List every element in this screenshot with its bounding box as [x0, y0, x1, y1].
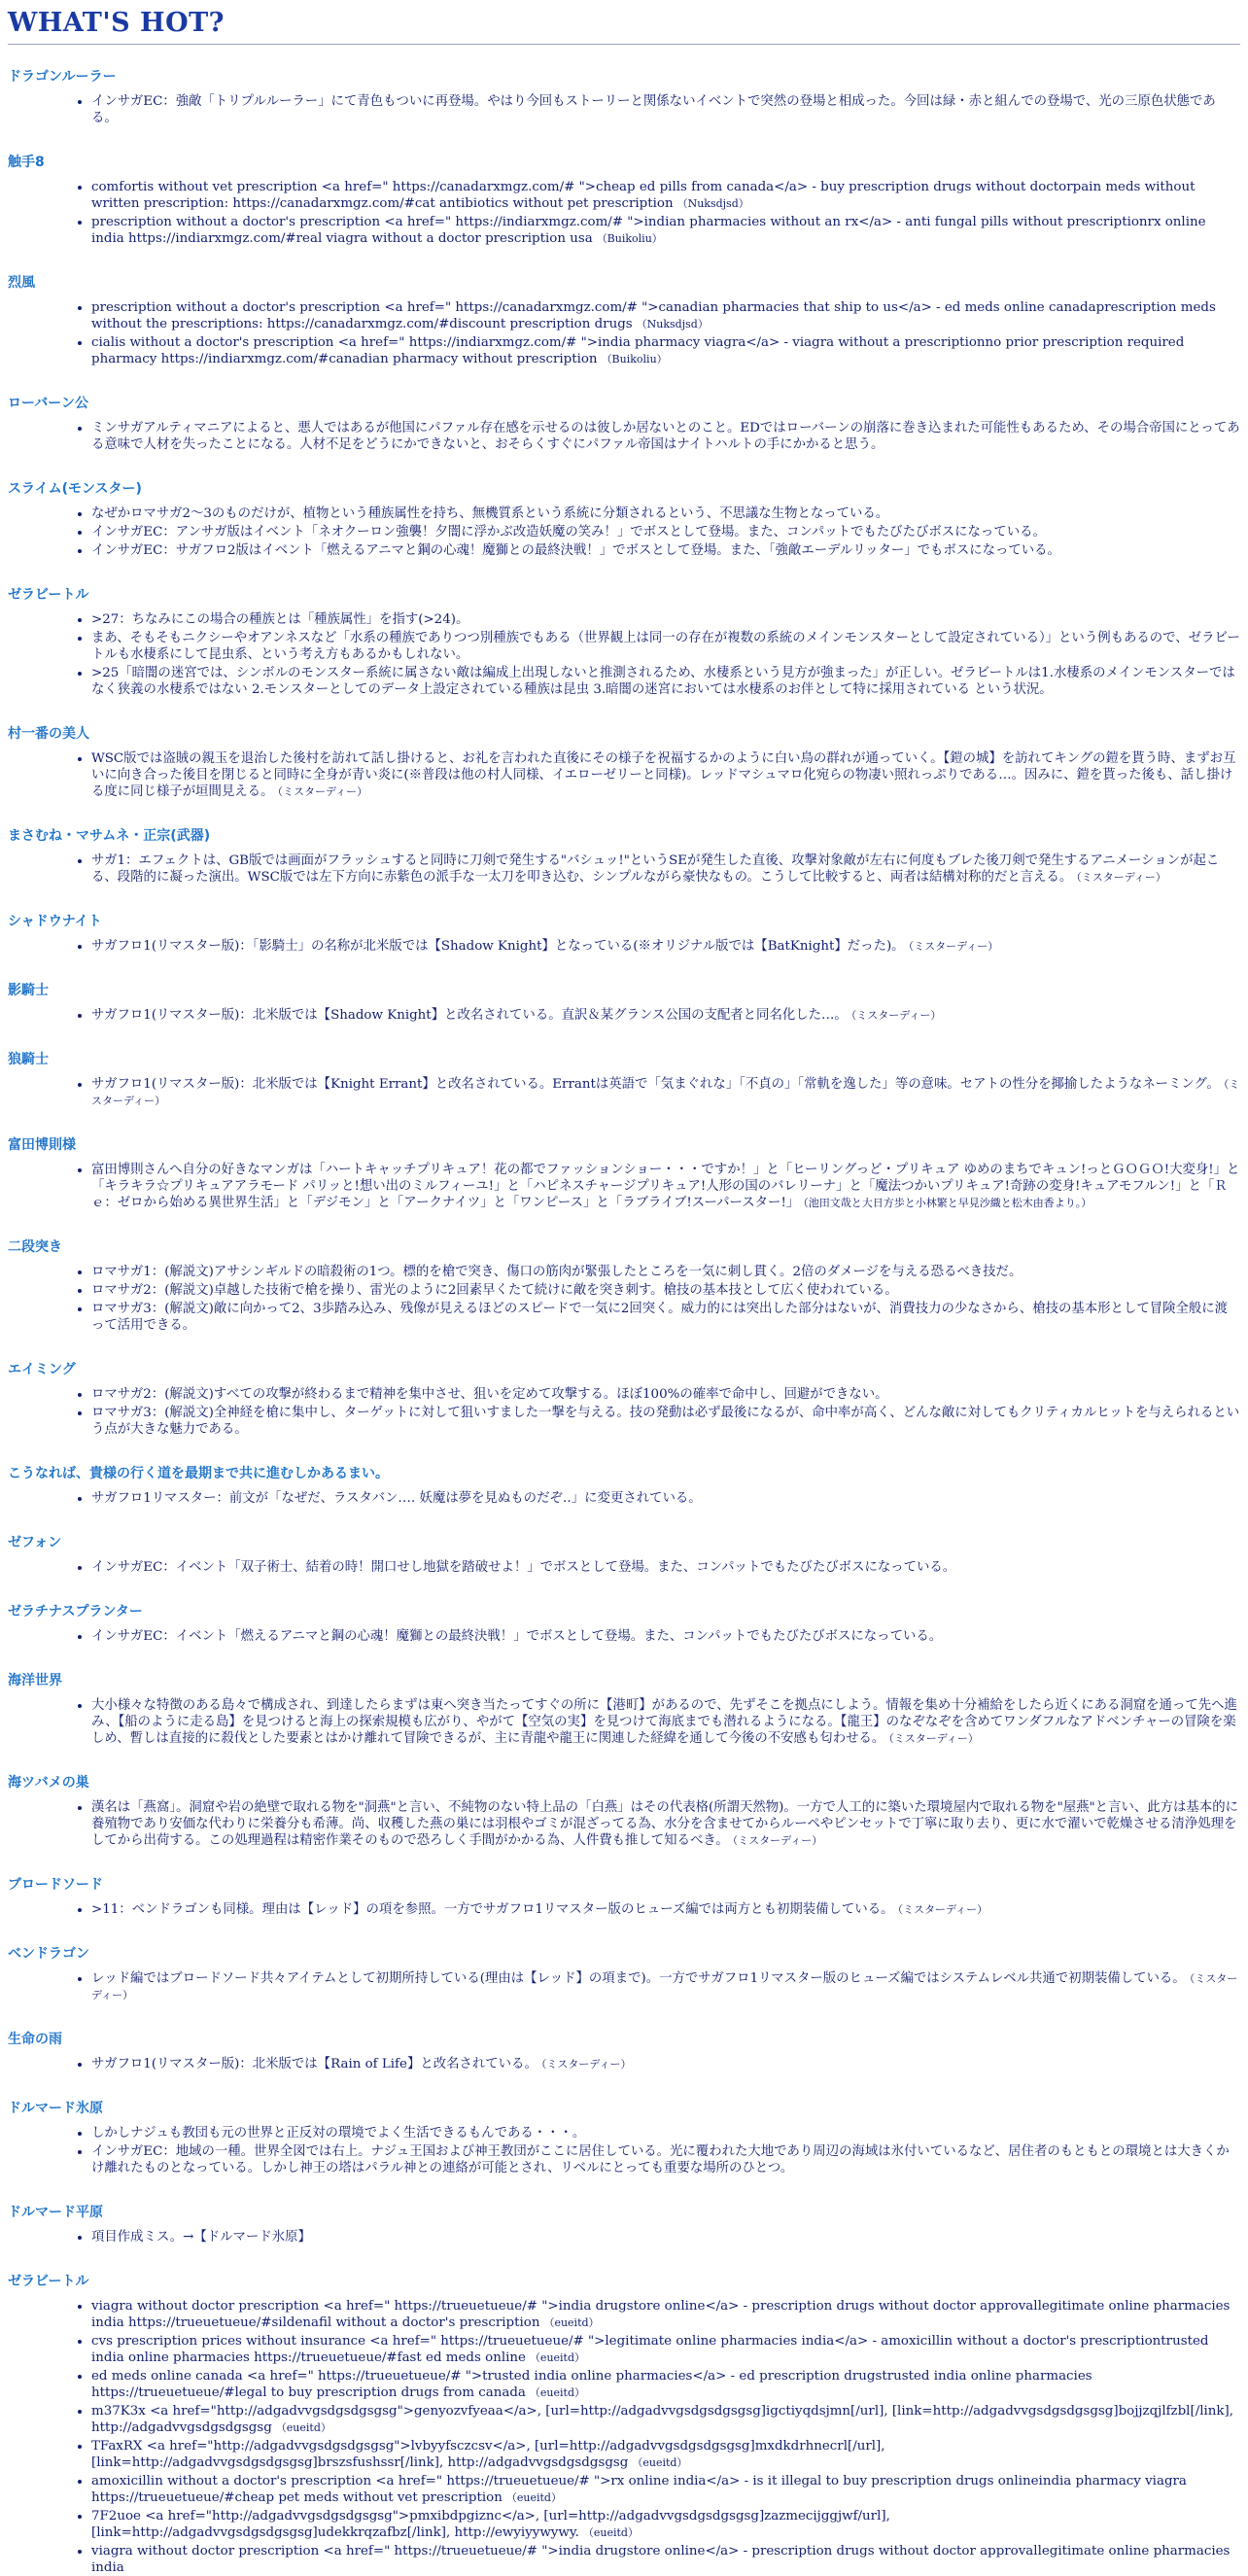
comment-text: prescription without a doctor's prescription <a href=" https://canadarxmgz.com/# ">canadian pharmacies that ship to us</a> - ed meds online canadaprescription meds without the prescriptions: https://canadarxmgz.com/#discount prescription drugs: [91, 300, 1216, 331]
comment-author: （ミスターディー）: [277, 785, 368, 798]
section-title-link[interactable]: ドルマード平原: [8, 2205, 103, 2220]
section: [8, 2202, 1240, 2245]
comment-list: [8, 179, 1240, 247]
comment-list: [8, 93, 1240, 126]
comment-list: [8, 2056, 1240, 2072]
comment-author: （eueitd）: [275, 2421, 331, 2434]
comment-text: インサガEC：イベント「双子術士、結着の時！開口せし地獄を踏破せよ！」でボスとして登場。また、コンパットでもたびたびボスになっている。: [91, 1560, 956, 1575]
comment-item: [91, 334, 1240, 367]
comment-item: [91, 214, 1240, 247]
section: [8, 1463, 1240, 1507]
comment-item: [91, 2543, 1240, 2576]
comment-text: ロマサガ3：(解説文)全神経を槍に集中し、ターゲットに対して狙いすました一撃を与える。技の発動は必ず最後になるが、命中率が高く、どんな敵に対してもクリティカルヒットを与えられるという点が大きな魅力である。: [91, 1406, 1240, 1437]
section: [8, 66, 1240, 126]
section-title-link[interactable]: ゼフォン: [8, 1535, 62, 1550]
comment-author: （ミスターディー）: [540, 2058, 632, 2071]
section: [8, 911, 1240, 955]
comment-list: [8, 1076, 1240, 1109]
section: [8, 1943, 1240, 2003]
comment-author: （ミスターディー）: [91, 1078, 1240, 1107]
comment-item: [91, 1301, 1240, 1334]
comment-author: （eueitd）: [543, 2316, 600, 2329]
comment-text: しかしナジュも教団も元の世界と正反対の環境でよく生活できるもんである・・・。: [91, 2126, 586, 2141]
comment-author: （ミスターディー）: [897, 1903, 988, 1916]
comment-item: [91, 1697, 1240, 1747]
comment-item: [91, 420, 1240, 453]
section: [8, 1874, 1240, 1918]
comment-item: [91, 505, 1240, 522]
comment-text: ミンサガアルティマニアによると、悪人ではあるが他国にパファル存在感を示せるのは彼しか居ないとのこと。EDではローバーンの崩落に巻き込まれた可能性もあるため、その場合帝国にとってある意味で人材を失ったことになる。人材不足をどうにかできないと、おそらくすぐにパファル帝国はナイトハルトの手にかかると思う。: [91, 421, 1240, 452]
comment-author: （Nuksdjsd）: [676, 197, 749, 210]
comment-text: m37K3x <a href="http://adgadvvgsdgsdgsgsg">genyozvfyeaa</a>, [url=http://adgadvvgsdgsdgsgsg]igctiyqdsjmn[/url], [link=http://adgadvvgsdgsdgsgsg]bojjzqjlfzbl[/link], http://adgadvvgsdgsdgsgsg: [91, 2404, 1233, 2435]
comment-list: [8, 853, 1240, 886]
comment-item: [91, 1628, 1240, 1645]
comment-item: [91, 179, 1240, 212]
comment-list: [8, 1799, 1240, 1849]
section-title-link[interactable]: 狼騎士: [8, 1052, 49, 1067]
comment-text: サガフロ1リマスター：前文が「なぜだ、ラスタバン‥‥ 妖魔は夢を見ぬものだぞ‥」に変更されている。: [91, 1491, 702, 1506]
section: [8, 1532, 1240, 1576]
comment-author: （Buikoliu）: [596, 232, 663, 245]
comment-author: （Nuksdjsd）: [636, 318, 709, 331]
section-title-link[interactable]: ブロードソード: [8, 1877, 103, 1893]
section: [8, 2098, 1240, 2176]
comment-item: [91, 93, 1240, 126]
section: [8, 2029, 1240, 2072]
comment-item: [91, 2143, 1240, 2176]
comment-list: [8, 1490, 1240, 1507]
comment-list: [8, 1386, 1240, 1438]
comment-author: （ミスターディー）: [91, 1972, 1238, 2002]
comment-text: まあ、そもそもニクシーやオアンネスなど「水系の種族でありつつ別種族でもある（世界観上は同一の存在が複数の系統のメインモンスターとして設定されている）」という例もあるので、ゼラビートルも水棲系にして昆虫系、という考え方もあるかもしれない。: [91, 631, 1240, 662]
comment-item: [91, 1799, 1240, 1849]
section: [8, 393, 1240, 453]
comment-text: 漢名は「燕窩」。洞窟や岩の絶壁で取れる物を"洞燕"と言い、不純物のない特上品の「白燕」はその代表格(所謂天然物)。一方で人工的に築いた環境屋内で取れる物を"屋燕"と言い、此方は基本的に養殖物であり安価な代わりに栄養分も希薄。尚、収穫した燕の巣には羽根やゴミが混ざってる為、水分を含ませてからルーペやピンセットで丁寧に取り去り、更に水で濯いで乾燥させる清浄処理をしてから出荷する。この処理過程は精密作業そのもので恐ろしく手間がかかる為、人件費も推して知るべき。: [91, 1800, 1238, 1848]
comment-text: ロマサガ2：(解説文)すべての攻撃が終わるまで精神を集中させ、狙いを定めて攻撃する。ほぼ100%の確率で命中し、回避ができない。: [91, 1387, 888, 1402]
section-title-link[interactable]: ゼラビートル: [8, 2274, 89, 2289]
comment-list: [8, 750, 1240, 800]
section-title-link[interactable]: 烈風: [8, 275, 35, 291]
comment-list: [8, 1901, 1240, 1918]
comment-list: [8, 1007, 1240, 1024]
comment-author: （eueitd）: [505, 2491, 562, 2504]
comment-item: [91, 665, 1240, 698]
comment-text: >25「暗闇の迷宮では、シンボルのモンスター系統に属さない敵は編成上出現しないと推測されるため、水棲系という見方が強まった」が正しい。ゼラビートルは1.水棲系のメインモンスターではなく狭義の水棲系ではない 2.モンスターとしてのデータ上設定されている種族は昆虫 3.暗闇の迷宮においては水棲系のお伴として特に採用されている という状況。: [91, 666, 1235, 697]
section: [8, 1359, 1240, 1438]
comment-text: サガフロ1(リマスター版)：北米版では【Shadow Knight】と改名されている。直訳＆某グランス公国の支配者と同名化した…。: [91, 1008, 848, 1023]
comment-text: 富田博則さんへ自分の好きなマンガは「ハートキャッチプリキュア！花の都でファッションショー・・・ですか！」と「ヒーリングっど・プリキュア ゆめのまちでキュン!っとＧＯＧＯ!大変身!」と「キラキラ☆プリキュアアラモード パリッと!想い出のミルフィーユ!」と「ハピネスチャージプリキュア!人形の国のバレリーナ」と「魔法つかいプリキュア!奇跡の変身!キュアモフルン!」と「Ｒｅ：ゼロから始める異世界生活」と「デジモン」と「アークナイツ」と「ワンピース」と「ラブライブ!スーパースター!」: [91, 1163, 1240, 1210]
section: [8, 1601, 1240, 1645]
comment-item: [91, 1386, 1240, 1403]
section-title-link[interactable]: ドラゴンルーラー: [8, 69, 117, 85]
comment-text: インサガEC：イベント「燃えるアニマと鋼の心魂！魔獅との最終決戦！」でボスとして登場。また、コンパットでもたびたびボスになっている。: [91, 1629, 943, 1644]
comment-text: >27：ちなみにこの場合の種族とは「種族属性」を指す(>24)。: [91, 612, 469, 627]
comment-author: （ミスターディー）: [850, 1009, 942, 1022]
section-title-link[interactable]: シャドウナイト: [8, 914, 102, 929]
section: [8, 1134, 1240, 1211]
comment-text: 7F2uoe <a href="http://adgadvvgsdgsdgsgsg">pmxibdpgiznc</a>, [url=http://adgadvvgsdgsdgsgsg]zazmecijggjwf/url], [link=http://adgadvvgsdgsdgsgsg]udekkrqzafbz[/link], http://ewyiyywywy.: [91, 2509, 890, 2540]
comment-text: cvs prescription prices without insurance <a href=" https://trueuetueue/# ">legitimate online pharmacies india</a> - amoxicillin without a doctor's prescriptiontrusted india online pharmacies https://trueuetueue/#fast ed meds online: [91, 2334, 1209, 2365]
comment-item: [91, 1007, 1240, 1024]
comment-item: [91, 750, 1240, 800]
comment-item: [91, 1901, 1240, 1918]
comment-author: （ミスターディー）: [732, 1834, 823, 1847]
comment-item: [91, 299, 1240, 332]
comment-list: [8, 505, 1240, 559]
comment-text: amoxicillin without a doctor's prescription <a href=" https://trueuetueue/# ">rx online india</a> - is it illegal to buy prescription drugs onlineindia pharmacy viagra https://trueuetueue/#cheap pet meds without vet prescription: [91, 2474, 1187, 2505]
comment-item: [91, 1162, 1240, 1211]
comment-text: インサガEC：サガフロ2版はイベント「燃えるアニマと鋼の心魂！魔獅との最終決戦！」でボスとして登場。また、「強敵エーデルリッター」でもボスになっている。: [91, 543, 1060, 558]
comment-text: インサガEC：地域の一種。世界全図では右上。ナジュ王国および神王教団がここに居住している。光に覆われた大地であり周辺の海域は氷付いているなど、居住者のもともとの環境とは大きくかけ離れたものとなっている。しかし神王の塔はパラル神との連絡が可能とされ、リベルにとっても重要な場所のひとつ。: [91, 2144, 1230, 2176]
comment-text: インサガEC：強敵「トリプルルーラー」にて青色もついに再登場。やはり今回もストーリーと関係ないイベントで突然の登場と相成った。今回は緑・赤と組んでの登場で、光の三原色状態である。: [91, 94, 1216, 125]
section-title-link[interactable]: 触手8: [8, 155, 45, 170]
comment-author: （ミスターディー）: [1076, 871, 1166, 884]
comment-list: [8, 1559, 1240, 1576]
comment-text: cialis without a doctor's prescription <a href=" https://indiarxmgz.com/# ">india pharmacy viagra</a> - viagra without a prescriptionno prior prescription required pharmacy https://indiarxmgz.com/#canadian pharmacy without prescription: [91, 335, 1185, 366]
section: [8, 2271, 1240, 2576]
comment-item: [91, 1490, 1240, 1507]
comment-item: [91, 853, 1240, 886]
comment-item: [91, 2229, 1240, 2245]
comment-author: （ミスターディー）: [888, 1732, 979, 1745]
comment-text: サガフロ1(リマスター版)：北米版では【Knight Errant】と改名されている。Errantは英語で「気まぐれな」「不貞の」「常軌を逸した」等の意味。セアトの性分を揶揄したようなネーミング。: [91, 1077, 1220, 1092]
comment-author: （eueitd）: [632, 2456, 688, 2469]
section-title-link[interactable]: 影騎士: [8, 983, 49, 998]
comment-list: [8, 611, 1240, 698]
section-title-link[interactable]: 二段突き: [8, 1239, 62, 1255]
comment-author: （eueitd）: [582, 2526, 639, 2539]
comment-author: （Buikoliu）: [601, 353, 668, 366]
comment-text: TFaxRX <a href="http://adgadvvgsdgsdgsgsg">lvbyyfsczcsv</a>, [url=http://adgadvvgsdgsdgsgsg]mxdkdrhnecrl[/url], [link=http://adgadvvgsdgsdgsgsg]brszsfushssr[/link], http://adgadvvgsdgsdgsgsg: [91, 2439, 885, 2470]
comment-item: [91, 1264, 1240, 1280]
comment-item: [91, 2298, 1240, 2331]
comment-list: [8, 1162, 1240, 1211]
section: [8, 152, 1240, 247]
comment-item: [91, 1076, 1240, 1109]
comment-text: ロマサガ2：(解説文)卓越した技術で槍を操り、雷光のように2回素早くたて続けに敵を突き刺す。槍技の基本技として広く使われている。: [91, 1283, 898, 1298]
section-title-link[interactable]: ゼラビートル: [8, 587, 89, 603]
comment-text: レッド編ではブロードソード共々アイテムとして初期所持している(理由は【レッド】の項まで)。一方でサガフロ1リマスター版のヒューズ編ではシステムレベル共通で初期装備している。: [91, 1971, 1186, 1986]
comment-text: >11：ベンドラゴンも同様。理由は【レッド】の項を参照。一方でサガフロ1リマスター版のヒューズ編では両方とも初期装備している。: [91, 1902, 894, 1917]
comment-list: [8, 1970, 1240, 2003]
comment-text: WSC版では盗賊の親玉を退治した後村を訪れて話し掛けると、お礼を言われた直後にその様子を祝福するかのように白い鳥の群れが通っていく。【鎧の城】を訪れてキングの鎧を貰う時、まずお互いに向き合った後目を閉じると同時に全身が青い炎に(※普段は他の村人同様、イエローゼリーと同様)。レッドマシュマロ化宛らの物凄い照れっぷりである…。因みに、鎧を貰った後も、話し掛ける度に同じ様子が垣間見える。: [91, 751, 1236, 799]
comment-item: [91, 2056, 1240, 2072]
comment-list: [8, 1697, 1240, 1747]
section-title-link[interactable]: こうなれば、貴様の行く道を最期まで共に進むしかあるまい。: [8, 1466, 389, 1481]
comment-author: （ミスターディー）: [908, 940, 999, 953]
comment-list: [8, 938, 1240, 955]
comment-text: viagra without doctor prescription <a href=" https://trueuetueue/# ">india drugstore online</a> - prescription drugs without doctor approvallegitimate online pharmacies india: [91, 2544, 1231, 2575]
section-title-link[interactable]: 海洋世界: [8, 1673, 62, 1688]
comment-text: サガフロ1(リマスター版)：「影騎士」の名称が北米版では【Shadow Knight】となっている(※オリジナル版では【BatKnight】だった)。: [91, 939, 905, 954]
section: [8, 478, 1240, 559]
comment-item: [91, 2368, 1240, 2401]
comment-item: [91, 2473, 1240, 2506]
section-title-link[interactable]: まさむね・マサムネ・正宗(武器): [8, 828, 211, 844]
comment-item: [91, 630, 1240, 663]
section: [8, 584, 1240, 698]
sections-container: [8, 66, 1240, 2576]
section: [8, 1236, 1240, 1334]
comment-item: [91, 524, 1240, 540]
comment-list: [8, 2125, 1240, 2176]
comment-item: [91, 2125, 1240, 2141]
section-title-link[interactable]: 海ツバメの巣: [8, 1775, 89, 1791]
comment-text: viagra without doctor prescription <a href=" https://trueuetueue/# ">india drugstore online</a> - prescription drugs without doctor approvallegitimate online pharmacies india https://trueuetueue/#sildenafil without a doctor's prescription: [91, 2299, 1231, 2330]
comment-text: サガフロ1(リマスター版)：北米版では【Rain of Life】と改名されている。: [91, 2057, 537, 2071]
comment-list: [8, 299, 1240, 367]
section-title-link[interactable]: エイミング: [8, 1362, 76, 1377]
comment-text: 大小様々な特徴のある島々で構成され、到達したらまずは東へ突き当たってすぐの所に【港町】があるので、先ずそこを拠点にしよう。情報を集め十分補給をしたら近くにある洞窟を通って先へ進み、【船のように走る島】を見つけると海上の探索規模も広がり、やがて【空気の実】を見つけて海底までも潜れるようになる。【龍王】のなぞなぞを含めてワンダフルなアドベンチャーの冒険を楽しめ、暫しは直接的に殺伐とした要素とはかけ離れて冒険できるが、主に青龍や龍王に関連した経緯を通して今後の不安感も匂わせる。: [91, 1698, 1237, 1746]
comment-item: [91, 2403, 1240, 2436]
comment-item: [91, 1405, 1240, 1438]
section-title-link[interactable]: ドルマード氷原: [8, 2101, 103, 2116]
comment-item: [91, 611, 1240, 628]
comment-list: [8, 2298, 1240, 2576]
comment-list: [8, 1264, 1240, 1334]
section-title-link[interactable]: ローバーン公: [8, 396, 89, 411]
section-title-link[interactable]: 富田博則様: [8, 1137, 76, 1153]
section-title-link[interactable]: ベンドラゴン: [8, 1946, 89, 1962]
comment-item: [91, 542, 1240, 559]
section: [8, 1772, 1240, 1849]
section-title-link[interactable]: ゼラチナスプランター: [8, 1604, 143, 1619]
comment-text: サガ1：エフェクトは、GB版では画面がフラッシュすると同時に刀剣で発生する"バシュッ!"というSEが発生した直後、攻撃対象敵が左右に何度もブレた後刀剣で発生するアニメーションが起こる、段階的に凝った演出。WSC版では左下方向に赤紫色の派手な一太刀を叩き込む、シンプルながら豪快なもの。こうして比較すると、両者は結構対称的だと言える。: [91, 853, 1220, 885]
section: [8, 1049, 1240, 1109]
section: [8, 723, 1240, 800]
comment-text: なぜかロマサガ2～3のものだけが、植物という種族属性を持ち、無機質系という系統に分類されるという、不思議な生物となっている。: [91, 506, 889, 521]
section: [8, 1670, 1240, 1747]
comment-text: ロマサガ1：(解説文)アサシンギルドの暗殺術の1つ。標的を槍で突き、傷口の筋肉が緊張したところを一気に刺し貫く。2倍のダメージを与える恐るべき技だ。: [91, 1265, 1023, 1279]
comment-item: [91, 938, 1240, 955]
section: [8, 272, 1240, 367]
comment-text: prescription without a doctor's prescription <a href=" https://indiarxmgz.com/# ">indian pharmacies without an rx</a> - anti fungal pills without prescriptionrx online india https://indiarxmgz.com/#real viagra without a doctor prescription usa: [91, 215, 1206, 246]
comment-text: comfortis without vet prescription <a href=" https://canadarxmgz.com/# ">cheap ed pills from canada</a> - buy prescription drugs without doctorpain meds without written prescription: https://canadarxmgz.com/#cat antibiotics without pet prescription: [91, 180, 1196, 211]
comment-item: [91, 2333, 1240, 2366]
comment-item: [91, 2438, 1240, 2471]
comment-text: 項目作成ミス。→【ドルマード氷原】: [91, 2230, 311, 2245]
comment-list: [8, 2229, 1240, 2245]
section-title-link[interactable]: 生命の雨: [8, 2032, 62, 2047]
comment-text: ロマサガ3：(解説文)敵に向かって2、3歩踏み込み、残像が見えるほどのスピードで一気に2回突く。威力的には突出した部分はないが、消費技力の少なさから、槍技の基本形として冒険全般に渡って活用できる。: [91, 1302, 1229, 1333]
comment-author: （eueitd）: [529, 2386, 586, 2399]
comment-item: [91, 1559, 1240, 1576]
comment-item: [91, 2508, 1240, 2541]
section-title-link[interactable]: スライム(モンスター): [8, 481, 142, 497]
comment-text: ed meds online canada <a href=" https://trueuetueue/# ">trusted india online pharmacies</a> - ed prescription drugstrusted india online pharmacies https://trueuetueue/#legal to buy prescription drugs from canada: [91, 2369, 1092, 2400]
page-title: WHAT'S HOT?: [8, 8, 1240, 45]
comment-text: インサガEC：アンサガ版はイベント「ネオクーロン強襲！夕闇に浮かぶ改造妖魔の笑み！」でボスとして登場。また、コンパットでもたびたびボスになっている。: [91, 525, 1046, 540]
comment-list: [8, 420, 1240, 453]
section: [8, 825, 1240, 886]
comment-author: （池田文哉と大日方歩と小林繁と早見沙織と松木由香より。）: [803, 1197, 1092, 1209]
comment-author: （eueitd）: [529, 2351, 586, 2364]
section: [8, 980, 1240, 1024]
section-title-link[interactable]: 村一番の美人: [8, 726, 89, 742]
comment-item: [91, 1970, 1240, 2003]
comment-list: [8, 1628, 1240, 1645]
comment-item: [91, 1282, 1240, 1299]
